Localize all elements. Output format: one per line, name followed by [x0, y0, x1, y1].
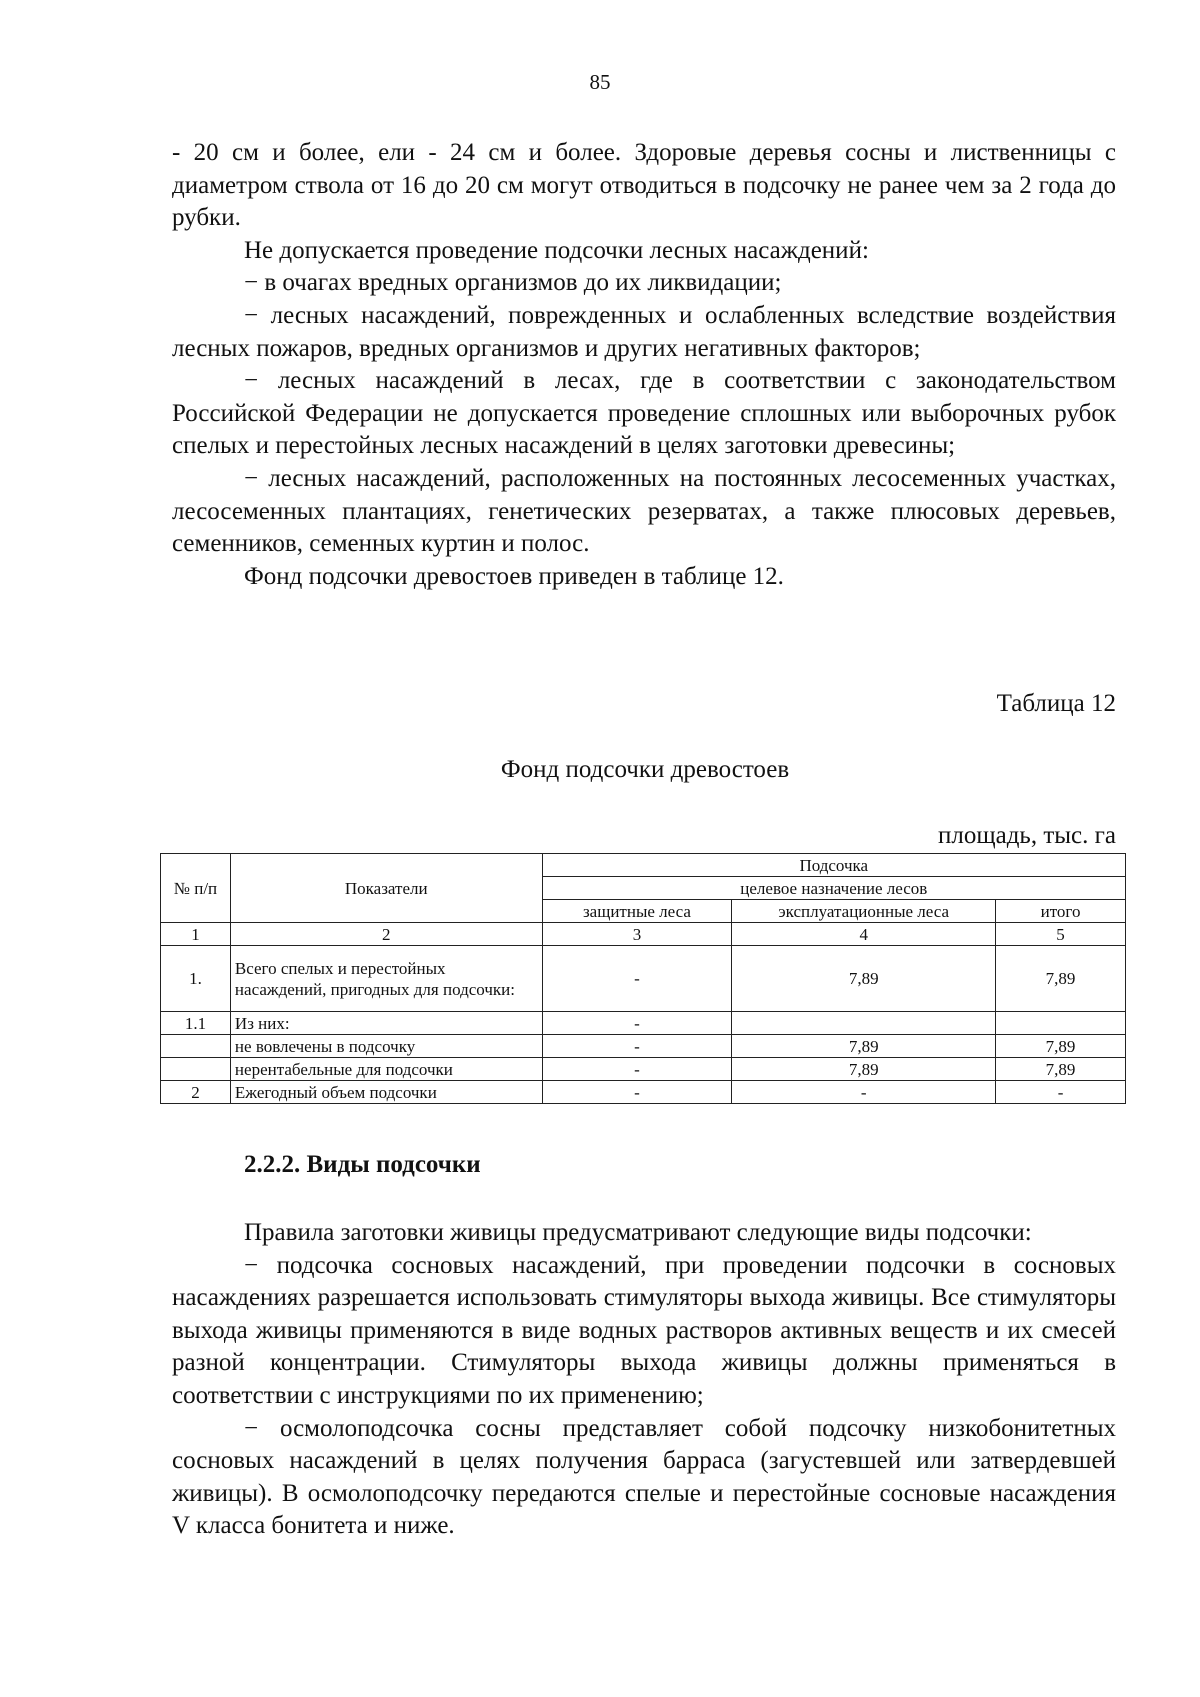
cell-name: Из них: — [230, 1012, 542, 1035]
header-tapping: Подсочка — [542, 854, 1125, 877]
cell-protective: - — [542, 1012, 732, 1035]
paragraph: Фонд подсочки древостоев приведен в таблице 12. — [244, 562, 784, 590]
paragraph: Правила заготовки живицы предусматривают следующие виды подсочки: — [244, 1219, 1032, 1246]
page-number: 85 — [589, 70, 611, 94]
cell-protective: - — [542, 1081, 732, 1104]
table-title: Фонд подсочки древостоев — [500, 756, 790, 783]
header-total: итого — [996, 900, 1126, 923]
table-row — [161, 1081, 1126, 1104]
paragraph: − лесных насаждений, поврежденных и ослабленных вследствие воздействия лесных пожаров, вредных организмов и других негативных факторов; — [172, 301, 1116, 362]
cell-total: 7,89 — [996, 1035, 1126, 1058]
table-row — [161, 1035, 1126, 1058]
tapping-fund-table — [160, 853, 1126, 1104]
header-indicators: Показатели — [230, 854, 542, 923]
cell-exploitation: 7,89 — [732, 946, 996, 1012]
cell-exploitation — [732, 1012, 996, 1035]
header-num: № п/п — [161, 854, 231, 923]
cell-num: 1.1 — [161, 1012, 231, 1035]
col-number: 4 — [732, 923, 996, 946]
cell-total: - — [996, 1081, 1126, 1104]
text-block-bottom — [172, 1217, 1116, 1543]
cell-protective: - — [542, 1058, 732, 1081]
col-number: 3 — [542, 923, 732, 946]
cell-exploitation: 7,89 — [732, 1035, 996, 1058]
cell-name: Ежегодный объем подсочки — [230, 1081, 542, 1104]
column-number-row — [161, 923, 1126, 946]
cell-total: 7,89 — [996, 1058, 1126, 1081]
col-number: 5 — [996, 923, 1126, 946]
header-purpose: целевое назначение лесов — [542, 877, 1125, 900]
paragraph: − подсочка сосновых насаждений, при проведении подсочки в сосновых насаждениях разрешается использовать стимуляторы выхода живицы. Все стимуляторы выхода живицы применяются в виде водных растворов активных веществ и их смесей разной концентрации. Стимуляторы выхода живицы должны применяться в соответствии с инструкциями по их применению; — [172, 1251, 1116, 1409]
cell-exploitation: - — [732, 1081, 996, 1104]
text-block-top — [172, 137, 1116, 593]
paragraph: Не допускается проведение подсочки лесных насаждений: — [244, 236, 869, 264]
cell-num: 1. — [161, 946, 231, 1012]
cell-protective: - — [542, 946, 732, 1012]
cell-protective: - — [542, 1035, 732, 1058]
section-heading: 2.2.2. Виды подсочки — [244, 1151, 481, 1178]
table-row — [161, 946, 1126, 1012]
cell-name: Всего спелых и перестойных насаждений, пригодных для подсочки: — [230, 946, 542, 1012]
header-protective: защитные леса — [542, 900, 732, 923]
col-number: 1 — [161, 923, 231, 946]
paragraph: − осмолоподсочка сосны представляет собой подсочку низкобонитетных сосновых насаждений в целях получения барраса (загустевшей или затвердевшей живицы). В осмолоподсочку передаются спелые и перестойные сосновые насаждения V класса бонитета и ниже. — [172, 1414, 1116, 1540]
paragraph: - 20 см и более, ели - 24 см и более. Здоровые деревья сосны и лиственницы с диаметром ствола от 16 до 20 см могут отводиться в подсочку не ранее чем за 2 года до рубки. — [172, 139, 1116, 232]
cell-name: нерентабельные для подсочки — [230, 1058, 542, 1081]
cell-exploitation: 7,89 — [732, 1058, 996, 1081]
table-unit: площадь, тыс. га — [938, 822, 1116, 849]
paragraph: − в очагах вредных организмов до их ликвидации; — [244, 269, 782, 297]
cell-num — [161, 1058, 231, 1081]
paragraph: − лесных насаждений, расположенных на постоянных лесосеменных участках, лесосеменных плантациях, генетических резерватах, а также плюсовых деревьев, семенников, семенных куртин и полос. — [172, 464, 1116, 558]
cell-name: не вовлечены в подсочку — [230, 1035, 542, 1058]
paragraph: − лесных насаждений в лесах, где в соответствии с законодательством Российской Федерации не допускается проведение сплошных или выборочных рубок спелых и перестойных лесных насаждений в целях заготовки древесины; — [172, 367, 1116, 460]
table-row — [161, 1058, 1126, 1081]
table-number-label: Таблица 12 — [996, 690, 1116, 717]
table-row — [161, 1012, 1126, 1035]
cell-total: 7,89 — [996, 946, 1126, 1012]
cell-num — [161, 1035, 231, 1058]
col-number: 2 — [230, 923, 542, 946]
cell-total — [996, 1012, 1126, 1035]
cell-num: 2 — [161, 1081, 231, 1104]
header-exploitation: эксплуатационные леса — [732, 900, 996, 923]
